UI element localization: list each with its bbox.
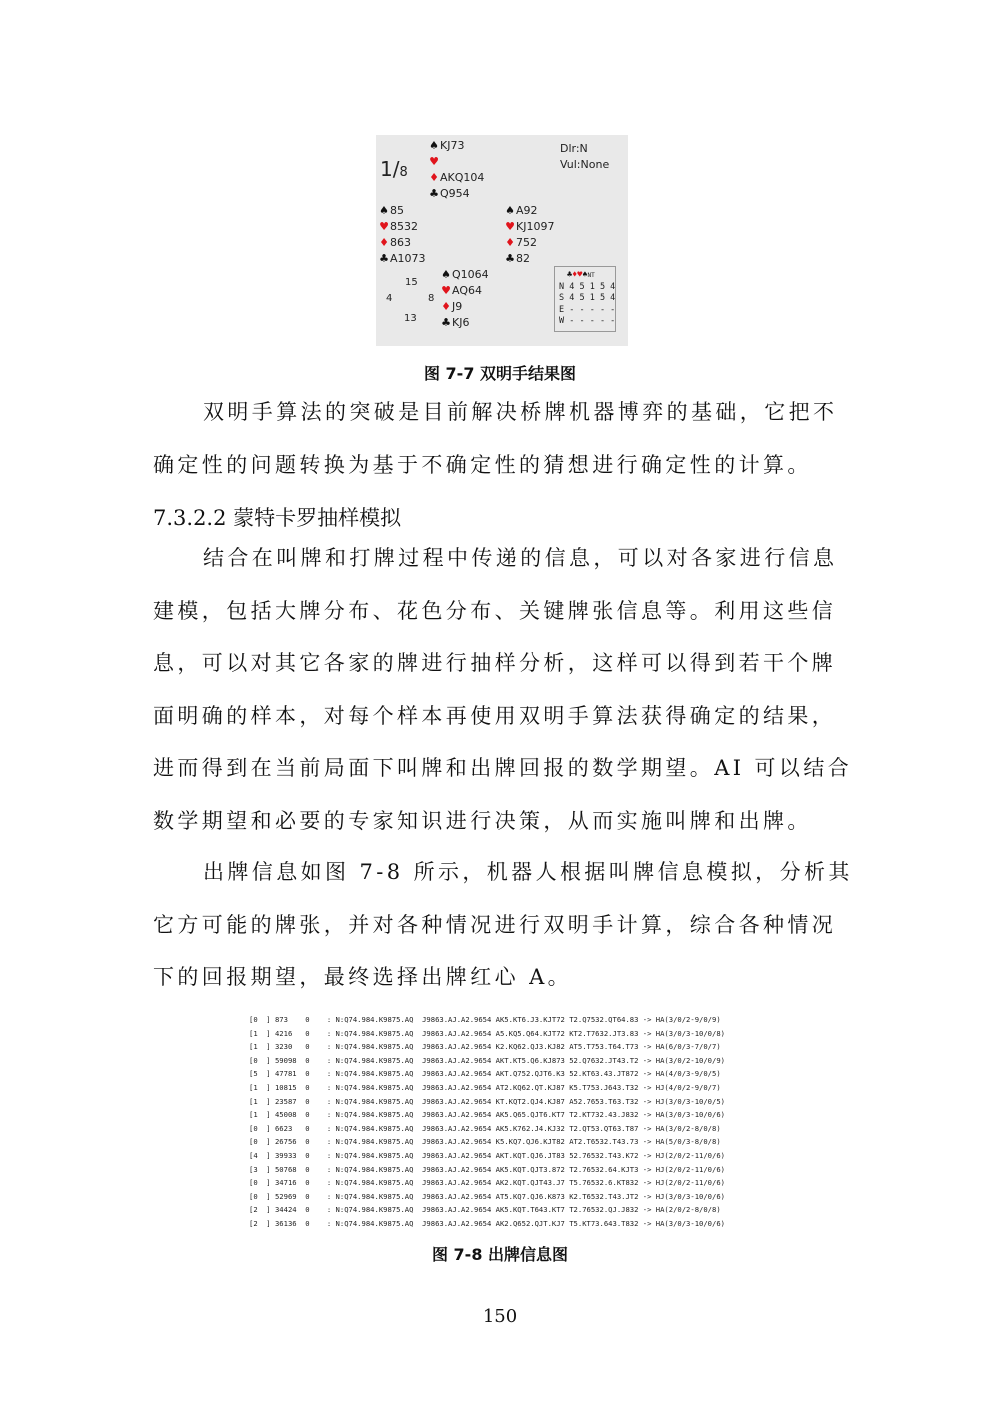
south-hand: ♠Q1064 ♥AQ64 ♦J9 ♣KJ6 [441, 268, 489, 329]
north-hand: ♠KJ73 ♥ ♦AKQ104 ♣Q954 [429, 139, 485, 200]
play-info-log [249, 1013, 769, 1231]
log-line: [1 ] 4216 0 : N:Q74.984.K9875.AQ J9863.AJ.A2.9654 A5.KQ5.Q64.KJT72 KT2.T7632.JT3.83 -> HA(3/0/3-10/0/8) [249, 1028, 725, 1038]
dd-row-south: S 4 5 1 5 4 [559, 293, 616, 303]
log-line: [0 ] 6623 0 : N:Q74.984.K9875.AQ J9863.AJ.A2.9654 AK5.K762.J4.KJ32 T2.QT53.QT63.T87 -> HA(3/0/2-8/0/8) [249, 1123, 721, 1133]
log-line: [1 ] 45008 0 : N:Q74.984.K9875.AQ J9863.AJ.A2.9654 AK5.Q65.QJT6.KT7 T2.KT732.43.J832 -> HA(3/0/3-10/0/6) [249, 1110, 725, 1120]
west-hand: ♠85 ♥8532 ♦863 ♣A1073 [379, 204, 426, 265]
log-line: [1 ] 3230 0 : N:Q74.984.K9875.AQ J9863.AJ.A2.9654 K2.KQ62.QJ3.KJ82 AT5.T753.T64.T73 -> HA(6/0/3-7/0/7) [249, 1042, 721, 1052]
dd-row-west: W - - - - - [559, 316, 616, 326]
heart-icon: ♥ [429, 155, 439, 168]
diamond-icon: ♦ [379, 236, 389, 249]
dd-row-north: N 4 5 1 5 4 [559, 281, 616, 292]
log-line: [0 ] 59098 0 : N:Q74.984.K9875.AQ J9863.AJ.A2.9654 AKT.KT5.Q6.KJ873 52.Q7632.JT43.T2 -> HA(3/0/2-10/0/9) [249, 1055, 725, 1065]
log-line: [5 ] 47781 0 : N:Q74.984.K9875.AQ J9863.AJ.A2.9654 AKT.Q752.QJT6.K3 52.KT63.43.JT872 -> HA(4/0/3-9/0/5) [249, 1069, 721, 1079]
diamond-icon: ♦ [572, 270, 578, 280]
log-line: [4 ] 39933 0 : N:Q74.984.K9875.AQ J9863.AJ.A2.9654 AKT.KQT.QJ6.JT83 52.76532.T43.K72 -> HJ(2/0/2-11/0/6) [249, 1150, 725, 1160]
log-line: [1 ] 23587 0 : N:Q74.984.K9875.AQ J9863.AJ.A2.9654 KT.KQT2.QJ4.KJ87 A52.7653.T63.T32 -> HJ(3/0/3-10/0/5) [249, 1096, 725, 1106]
log-line: [3 ] 50768 0 : N:Q74.984.K9875.AQ J9863.AJ.A2.9654 AK5.KQT.QJT3.872 T2.76532.64.KJT3 -> HJ(2/0/2-11/0/6) [249, 1164, 725, 1174]
diamond-icon: ♦ [441, 300, 451, 313]
east-hand: ♠A92 ♥KJ1097 ♦752 ♣82 [505, 204, 555, 265]
heart-icon: ♥ [577, 270, 583, 280]
diamond-icon: ♦ [505, 236, 515, 249]
log-line: [2 ] 34424 0 : N:Q74.984.K9875.AQ J9863.AJ.A2.9654 AK5.KQT.T643.KT7 T2.76532.QJ.J832 -> HA(2/0/2-8/0/8) [249, 1205, 721, 1215]
heart-icon: ♥ [505, 220, 515, 233]
club-icon: ♣ [441, 316, 451, 329]
section-heading: 7.3.2.2 蒙特卡罗抽样模拟 [153, 506, 402, 530]
club-icon: ♣ [429, 187, 439, 200]
paragraph-1: 双明手算法的突破是目前解决桥牌机器博弈的基础，它把不确定性的问题转换为基于不确定性的猜想进行确定性的计算。 [153, 400, 838, 477]
spade-icon: ♠ [429, 139, 439, 152]
log-line: [0 ] 34716 0 : N:Q74.984.K9875.AQ J9863.AJ.A2.9654 AK2.KQT.QJT43.J7 T5.76532.6.KT832 -> HJ(2/0/2-11/0/6) [249, 1178, 725, 1188]
club-icon: ♣ [505, 252, 515, 265]
spade-icon: ♠ [441, 268, 451, 281]
double-dummy-table: ♣♦♥♠NT N 4 5 1 5 4 S 4 5 1 5 4 E - - - - - W - - - - - [554, 266, 616, 332]
log-line: [0 ] 26756 0 : N:Q74.984.K9875.AQ J9863.AJ.A2.9654 K5.KQ7.QJ6.KJT82 AT2.T6532.T43.73 -> HA(5/0/3-8/0/8) [249, 1137, 721, 1147]
board-number: 1/8 [380, 157, 408, 181]
spade-icon: ♠ [379, 204, 389, 217]
diamond-icon: ♦ [429, 171, 439, 184]
trick-count-bottom: 13 [404, 313, 417, 324]
bridge-deal-diagram [376, 135, 628, 346]
trick-count-left: 4 [386, 293, 393, 304]
log-line: [0 ] 52969 0 : N:Q74.984.K9875.AQ J9863.AJ.A2.9654 AT5.KQ7.QJ6.K873 K2.T6532.T43.JT2 -> HJ(3/0/3-10/0/6) [249, 1191, 725, 1201]
spade-icon: ♠ [582, 270, 588, 280]
dd-row-east: E - - - - - [559, 304, 616, 315]
paragraph-2: 结合在叫牌和打牌过程中传递的信息，可以对各家进行信息建模，包括大牌分布、花色分布、关键牌张信息等。利用这些信息，可以对其它各家的牌进行抽样分析，这样可以得到若干个牌面明确的样本，对每个样本再使用双明手算法获得确定的结果，进而得到在当前局面下叫牌和出牌回报的数学期望。AI 可以结合数学期望和必要的专家知识进行决策，从而实施叫牌和出牌。 [153, 546, 853, 833]
heart-icon: ♥ [441, 284, 451, 297]
log-line: [1 ] 10815 0 : N:Q74.984.K9875.AQ J9863.AJ.A2.9654 AT2.KQ62.QT.KJ87 K5.T753.J643.T32 -> HJ(4/0/2-9/0/7) [249, 1082, 721, 1092]
spade-icon: ♠ [505, 204, 515, 217]
log-line: [2 ] 36136 0 : N:Q74.984.K9875.AQ J9863.AJ.A2.9654 AK2.Q652.QJT.KJ7 T5.KT73.643.T832 -> HA(3/0/3-10/0/6) [249, 1218, 725, 1228]
club-icon: ♣ [567, 270, 573, 280]
club-icon: ♣ [379, 252, 389, 265]
page-number: 150 [482, 1306, 518, 1327]
trick-count-top: 15 [405, 277, 418, 288]
heart-icon: ♥ [379, 220, 389, 233]
figure-7-8-caption: 图 7-8 出牌信息图 [431, 1245, 569, 1264]
deal-meta [560, 141, 609, 173]
dealer-label: Dlr:N [560, 142, 588, 155]
log-line: [0 ] 873 0 : N:Q74.984.K9875.AQ J9863.AJ.A2.9654 AK5.KT6.J3.KJT72 T2.Q7532.QT64.83 -> HA(3/0/2-9/0/9) [249, 1015, 721, 1024]
figure-7-7-caption: 图 7-7 双明手结果图 [423, 364, 577, 383]
vulnerability-label: Vul:None [560, 158, 610, 171]
paragraph-3: 出牌信息如图 7-8 所示，机器人根据叫牌信息模拟，分析其它方可能的牌张，并对各种情况进行双明手计算，综合各种情况下的回报期望，最终选择出牌红心 A。 [153, 860, 853, 989]
trick-count-right: 8 [428, 293, 435, 304]
